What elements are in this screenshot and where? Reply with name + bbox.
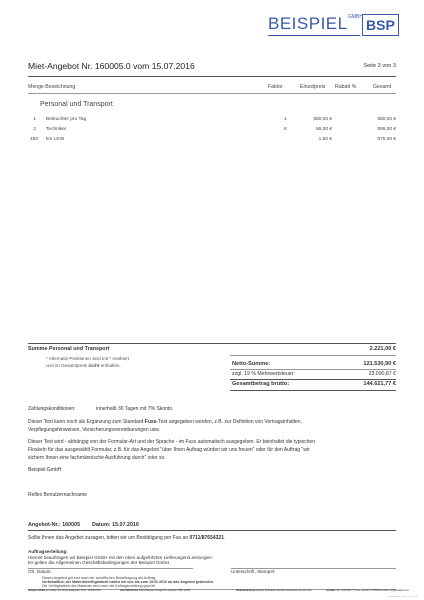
- vat-label: zzgl. 19 % Mehrwertsteuer:: [232, 371, 295, 377]
- note-line: * Alternativ-Positionen sind mit * markiert: [46, 356, 129, 361]
- page-number: Seite 3 von 3: [363, 63, 396, 69]
- header-unit-price: Einzelpreis: [300, 84, 326, 90]
- company-logo: [268, 6, 396, 46]
- footer-line: owor oise: [301, 589, 312, 592]
- footer-heading: Bankverbindung: [236, 589, 255, 592]
- footer-company: [28, 590, 101, 592]
- place-date-label: Ort, Datum:: [28, 569, 52, 574]
- footer-line: St.Nr. 1234567890: [80, 589, 101, 592]
- net-sum-value: 121.530,90 €: [363, 361, 396, 367]
- order-heading: Auftragserteilung:: [28, 549, 68, 554]
- file-reference: Angebotsformular_Seite_3.rfx: [389, 596, 418, 598]
- gross-total-value: 144.621,77 €: [363, 381, 396, 387]
- text-line: [28, 418, 398, 426]
- footer-heading: Beispiel GmbH: [28, 589, 46, 592]
- row-factor: 8: [284, 127, 287, 132]
- footer-line: E-Mail: info@beispiel.com: [381, 589, 409, 592]
- text-part: -Text angegeben werden, z.B. zur Definition von Vertragsinhalten,: [156, 419, 302, 425]
- text-emphasis: Fuss: [144, 419, 157, 425]
- text-line: sichern Ihnen eine fachmännische Ausführung durch" oder so.: [28, 455, 166, 461]
- row-desc: km LKW: [46, 137, 65, 142]
- payment-label: Zahlungskonditionen:: [28, 406, 76, 412]
- footer-heading: Kontakt:: [326, 589, 336, 592]
- footer-heading: Geschäftsführer: [120, 589, 139, 592]
- document-title: Miet-Angebot Nr. 160005.0 vom 15.07.2016: [28, 61, 195, 71]
- validity-note: [42, 576, 214, 589]
- vat-value: 23.090,87 €: [368, 371, 396, 377]
- footer-text: [28, 438, 398, 462]
- validity-line: Dieses Angebot gilt erst nach der schriftlichen Beauftragung als Auftrag.: [42, 576, 157, 580]
- footer-management: [120, 590, 190, 592]
- gross-divider: [230, 390, 396, 391]
- header-total: Gesamt: [373, 84, 392, 90]
- sum-divider: [28, 343, 396, 344]
- footer-line: 12345 Beispielort: [61, 589, 81, 592]
- order-block: [28, 549, 213, 566]
- vat-divider: [230, 379, 396, 380]
- logo-superscript: GMBH: [348, 14, 363, 20]
- section-title: Personal und Transport: [40, 101, 113, 108]
- confirmation-text: [28, 535, 225, 541]
- offer-divider: [28, 530, 396, 531]
- row-price: 1,50 €: [318, 137, 332, 142]
- row-desc: Techniker: [46, 127, 67, 132]
- footer-line: ehedew wedewdew ojf: [276, 589, 301, 592]
- note-text: enthalten.: [99, 362, 121, 368]
- row-desc: Beleuchter pro Tag: [46, 117, 87, 122]
- footer-line: Amtsgericht: Beispiel: [154, 589, 177, 592]
- row-total: 896,00 €: [377, 127, 396, 132]
- place-date-line: [28, 568, 193, 569]
- text-line: Dieser Text wird - abhängig von der Formular-Art und der Sprache - im Fuss automatisch ausgegeben. Er beinhaltet die typischen: [28, 439, 315, 445]
- confirmation-part: .: [223, 535, 226, 541]
- row-qty: 450: [29, 137, 38, 142]
- row-total: 650,00 €: [377, 117, 396, 122]
- alternative-note: [46, 356, 129, 369]
- footer-line: Betra Beispiel: [139, 589, 154, 592]
- order-line: Hiermit beauftragen wir Beispiel GmbH mit den oben aufgeführten Lieferungen/Leistungen:: [28, 554, 213, 560]
- note-emphasis: nicht: [88, 362, 100, 368]
- sum-label: Summe Personal und Transport: [28, 346, 110, 352]
- payment-terms: innerhalb 30 Tagen mit 7% Skonto.: [96, 406, 174, 412]
- footer-contact: [326, 590, 409, 592]
- text-line: Verpflegungshinweisen, Versicherungsvereinbarungen usw.: [28, 427, 161, 433]
- logo-wordmark: BEISPIEL: [268, 14, 348, 33]
- validity-line: Vorbehaltlich der Materialverfügbarkeit halten wir uns bis zum 19.02.2016 an das Angebot gebunden.: [42, 580, 214, 585]
- text-line: Floskeln für das ausgewählt Formular, z.B. für das Angebot "über Ihren Auftrag würden wir uns freuen" oder für den Auftrag "wir: [28, 447, 310, 453]
- row-qty: 2: [33, 127, 36, 132]
- row-factor: 1: [284, 117, 287, 122]
- footer-line: Au Straße 122: [45, 589, 61, 592]
- header-divider: [28, 93, 396, 94]
- confirmation-part: Sollte Ihnen das Angebot zusagen, bitten wir um Bestätigung per Fax an: [28, 535, 190, 541]
- footer-line: Beispiel Sparkasse: [255, 589, 276, 592]
- note-text: und im Gesamtpreis: [46, 362, 89, 368]
- footer-line: Tel.: 01234/87777: [336, 589, 356, 592]
- gross-total-label: Gesamtbetrag brutto:: [232, 381, 290, 387]
- footer-line: HRB: 12345: [177, 589, 191, 592]
- company-name: Beispiel GmbH: [28, 467, 62, 473]
- note-line: [46, 363, 129, 370]
- net-divider: [230, 369, 396, 370]
- header-item: Menge Bezeichnung: [28, 84, 76, 90]
- validity-line: Die Verfügbarkeit des Materials wird nach der Auftragserteilung geprüft.: [42, 584, 156, 589]
- logo-underline: [268, 35, 360, 36]
- text-part: Dieser Text kann noch als Ergänzung zum Standard-: [28, 419, 145, 425]
- user-name: Reflex Benutzernachname: [28, 492, 87, 498]
- fax-number: 0711/87654321: [189, 535, 224, 541]
- offer-date: Datum: 15.07.2016: [92, 522, 140, 528]
- sum-value: 2.221,00 €: [369, 346, 396, 352]
- footer-line: Fax: 01234/777555666: [356, 589, 381, 592]
- sum-underline: [230, 355, 396, 356]
- order-line: Es gelten die Allgemeinen Geschäftsbedingungen der Beispiel GmbH.: [28, 560, 171, 566]
- footer-bank: [236, 590, 312, 592]
- header-discount: Rabatt %: [335, 84, 357, 90]
- header-factor: Faktor: [268, 84, 283, 90]
- row-price: 56,00 €: [315, 127, 332, 132]
- signature-label: Unterschrift, Stempel:: [231, 569, 276, 574]
- offer-number: Angebot-Nr.: 160005: [28, 522, 81, 528]
- supplement-text: [28, 418, 398, 434]
- row-qty: 1: [33, 117, 36, 122]
- row-price: 650,00 €: [313, 117, 332, 122]
- net-sum-label: Netto-Summe:: [232, 361, 271, 367]
- row-total: 675,00 €: [377, 137, 396, 142]
- title-divider: [28, 76, 396, 77]
- logo-badge: BSP: [362, 14, 399, 36]
